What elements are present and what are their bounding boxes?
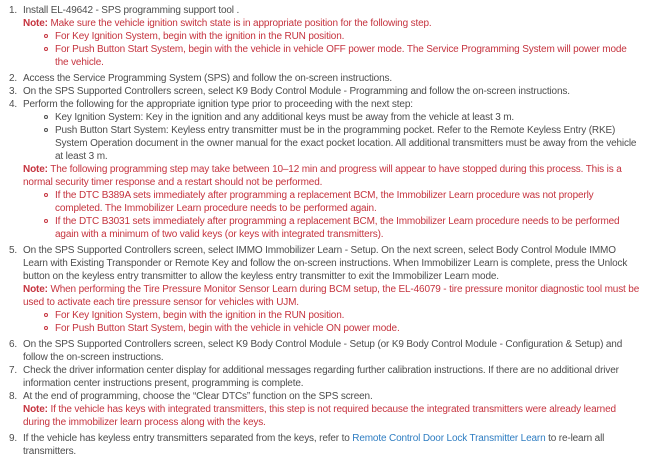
note-text bbox=[23, 283, 642, 309]
note-text bbox=[23, 17, 642, 30]
circle-bullet-icon bbox=[44, 326, 48, 330]
step-body bbox=[23, 432, 642, 458]
note-text bbox=[23, 403, 642, 429]
step-body bbox=[23, 4, 642, 69]
text-segment: Install EL-49642 - SPS programming support tool . bbox=[23, 5, 240, 16]
step-number: 2. bbox=[9, 73, 18, 84]
bullet-item bbox=[23, 111, 642, 124]
note-label: Note: bbox=[23, 404, 48, 415]
step-text bbox=[23, 364, 642, 390]
circle-bullet-icon bbox=[44, 313, 48, 317]
step-body bbox=[23, 338, 642, 364]
remote-control-door-lock-transmitter-learn-link[interactable]: Remote Control Door Lock Transmitter Learn bbox=[352, 433, 546, 444]
note-label: Note: bbox=[23, 18, 48, 29]
step-number: 7. bbox=[9, 365, 18, 376]
text-segment: For Push Button Start System, begin with the vehicle in vehicle ON power mode. bbox=[55, 323, 400, 334]
step-number: 4. bbox=[9, 99, 18, 110]
bullet-text bbox=[55, 111, 642, 124]
text-segment: If the vehicle has keys with integrated transmitters, this step is not required because the integrated transmitters were already learned during the immobilizer learn process along with the keys. bbox=[23, 404, 616, 428]
step-item bbox=[9, 390, 642, 429]
bullet-text bbox=[55, 309, 642, 322]
step-body bbox=[23, 364, 642, 390]
step-body bbox=[23, 244, 642, 335]
step-text bbox=[23, 244, 642, 283]
bullet-item bbox=[23, 189, 642, 215]
text-segment: For Key Ignition System, begin with the ignition in the RUN position. bbox=[55, 31, 345, 42]
text-segment: Make sure the vehicle ignition switch state is in appropriate position for the following step. bbox=[47, 18, 432, 29]
step-item bbox=[9, 85, 642, 98]
step-text bbox=[23, 432, 642, 458]
step-item bbox=[9, 432, 642, 458]
text-segment: On the SPS Supported Controllers screen, select K9 Body Control Module - Programming and follow the on-screen instructions. bbox=[23, 86, 570, 97]
bullet-text bbox=[55, 43, 642, 69]
text-segment: Key Ignition System: Key in the ignition and any additional keys must be away from the vehicle at least 3 m. bbox=[55, 112, 515, 123]
step-item bbox=[9, 72, 642, 85]
text-segment: For Key Ignition System, begin with the ignition in the RUN position. bbox=[55, 310, 345, 321]
circle-bullet-icon bbox=[44, 34, 48, 38]
circle-bullet-icon bbox=[44, 128, 48, 132]
text-segment: On the SPS Supported Controllers screen, select IMMO Immobilizer Learn - Setup. On the next screen, select Body Control Module IMMO Learn with Existing Transponder or Remote Key and follow the on-screen instructions. When Immobilizer Learn is complete, press the Unlock button on the keyless entry transmitter to allow the keyless entry transmitter to exit the Immobilizer Learn mode. bbox=[23, 245, 628, 282]
circle-bullet-icon bbox=[44, 219, 48, 223]
step-number: 3. bbox=[9, 86, 18, 97]
step-body bbox=[23, 85, 642, 98]
note-label: Note: bbox=[23, 284, 48, 295]
text-segment: On the SPS Supported Controllers screen, select K9 Body Control Module - Setup (or K9 Body Control Module - Configuration & Setup) and follow the on-screen instructions. bbox=[23, 339, 623, 363]
note-text bbox=[23, 163, 642, 189]
circle-bullet-icon bbox=[44, 115, 48, 119]
step-number: 8. bbox=[9, 391, 18, 402]
step-item bbox=[9, 364, 642, 390]
text-segment: Check the driver information center display for additional messages regarding further calibration instructions. If there are no additional driver information center instructions present, programming is complete. bbox=[23, 365, 619, 389]
bullet-item bbox=[23, 124, 642, 163]
text-segment: Push Button Start System: Keyless entry transmitter must be in the programming pocket. Refer to the Remote Keyless Entry (RKE) System Operation document in the owner manual for the exact pocket location. All additional transmitters must be away from the vehicle at least 3 m. bbox=[55, 125, 637, 162]
step-number: 5. bbox=[9, 245, 18, 256]
step-item bbox=[9, 338, 642, 364]
circle-bullet-icon bbox=[44, 193, 48, 197]
step-item bbox=[9, 98, 642, 241]
bullet-item bbox=[23, 322, 642, 335]
step-item bbox=[9, 4, 642, 69]
text-segment: If the DTC B3031 sets immediately after programming a replacement BCM, the Immobilizer Learn procedure needs to be performed again with a minimum of two valid keys (or keys with integrated transmitters). bbox=[55, 216, 620, 240]
circle-bullet-icon bbox=[44, 47, 48, 51]
text-segment: For Push Button Start System, begin with the vehicle in vehicle OFF power mode. The Service Programming System will power mode the vehicle. bbox=[55, 44, 627, 68]
text-segment: Access the Service Programming System (SPS) and follow the on-screen instructions. bbox=[23, 73, 392, 84]
step-number: 6. bbox=[9, 339, 18, 350]
step-body bbox=[23, 390, 642, 429]
text-segment: At the end of programming, choose the “Clear DTCs” function on the SPS screen. bbox=[23, 391, 373, 402]
text-segment: When performing the Tire Pressure Monitor Sensor Learn during BCM setup, the EL-46079 - tire pressure monitor diagnostic tool must be used to activate each tire pressure sensor for vehicles with UJM. bbox=[23, 284, 640, 308]
bullet-text bbox=[55, 215, 642, 241]
bullet-text bbox=[55, 322, 642, 335]
text-segment: Perform the following for the appropriate ignition type prior to proceeding with the next step: bbox=[23, 99, 413, 110]
step-number: 9. bbox=[9, 433, 18, 444]
bullet-text bbox=[55, 30, 642, 43]
step-text bbox=[23, 338, 642, 364]
bullet-text bbox=[55, 124, 642, 163]
step-text bbox=[23, 72, 642, 85]
bullet-item bbox=[23, 43, 642, 69]
step-text bbox=[23, 390, 642, 403]
step-number: 1. bbox=[9, 5, 18, 16]
bullet-item bbox=[23, 30, 642, 43]
text-segment: The following programming step may take between 10–12 min and progress will appear to have stopped during this process. This is a normal security timer response and a restart should not be performed. bbox=[23, 164, 622, 188]
step-body bbox=[23, 72, 642, 85]
bullet-item bbox=[23, 309, 642, 322]
step-text bbox=[23, 85, 642, 98]
step-body bbox=[23, 98, 642, 241]
step-text bbox=[23, 4, 642, 17]
text-segment: If the DTC B389A sets immediately after programming a replacement BCM, the Immobilizer Learn procedure was not properly completed. The Immobilizer Learn procedure needs to be performed again. bbox=[55, 190, 594, 214]
bullet-item bbox=[23, 215, 642, 241]
text-segment: If the vehicle has keyless entry transmitters separated from the keys, refer to bbox=[23, 433, 353, 444]
note-label: Note: bbox=[23, 164, 48, 175]
step-item bbox=[9, 244, 642, 335]
bullet-text bbox=[55, 189, 642, 215]
text-segment: to re-learn all transmitters. bbox=[23, 433, 605, 457]
step-text bbox=[23, 98, 642, 111]
